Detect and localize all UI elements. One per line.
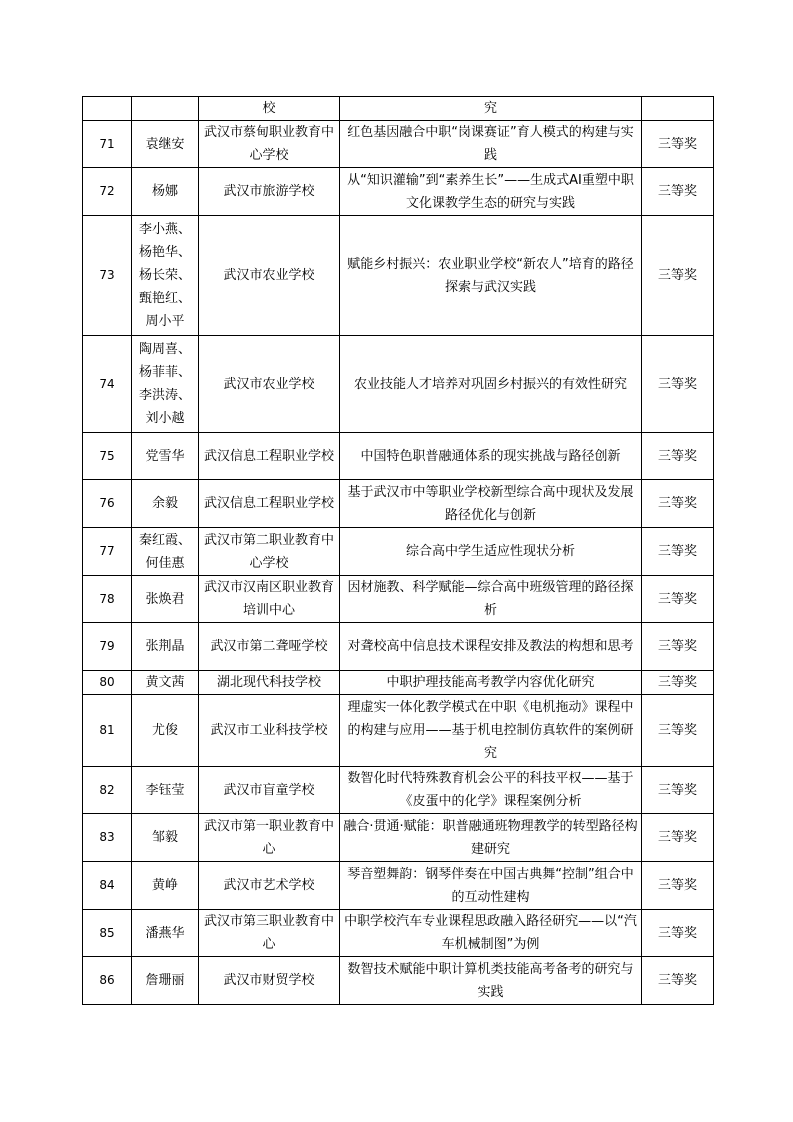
table-row bbox=[83, 957, 714, 1005]
cell-no: 73 bbox=[83, 216, 132, 336]
cell-award: 三等奖 bbox=[642, 336, 714, 433]
table-row bbox=[83, 671, 714, 695]
cell-title: 数智技术赋能中职计算机类技能高考备考的研究与实践 bbox=[340, 957, 642, 1005]
cell-school: 武汉市农业学校 bbox=[199, 216, 340, 336]
cell-title: 农业技能人才培养对巩固乡村振兴的有效性研究 bbox=[340, 336, 642, 433]
cell-school: 武汉信息工程职业学校 bbox=[199, 480, 340, 528]
cell-no: 71 bbox=[83, 121, 132, 168]
cell-no: 77 bbox=[83, 528, 132, 576]
cell-no: 82 bbox=[83, 767, 132, 814]
cell-award: 三等奖 bbox=[642, 671, 714, 695]
cell-school: 武汉市第一职业教育中心 bbox=[199, 814, 340, 862]
cell-title: 中职学校汽车专业课程思政融入路径研究——以“汽车机械制图”为例 bbox=[340, 910, 642, 957]
table-row bbox=[83, 336, 714, 433]
cell-award: 三等奖 bbox=[642, 695, 714, 767]
cell-title: 中职护理技能高考教学内容优化研究 bbox=[340, 671, 642, 695]
cell-school: 武汉市第三职业教育中心 bbox=[199, 910, 340, 957]
cell-title: 数智化时代特殊教育机会公平的科技平权——基于《皮蛋中的化学》课程案例分析 bbox=[340, 767, 642, 814]
cell-award: 三等奖 bbox=[642, 910, 714, 957]
cell-award: 三等奖 bbox=[642, 168, 714, 216]
cell-name: 李钰莹 bbox=[132, 767, 199, 814]
cell-title: 综合高中学生适应性现状分析 bbox=[340, 528, 642, 576]
table-header-row bbox=[83, 97, 714, 121]
cell-award: 三等奖 bbox=[642, 957, 714, 1005]
table-row bbox=[83, 216, 714, 336]
cell-award: 三等奖 bbox=[642, 216, 714, 336]
cell-no: 72 bbox=[83, 168, 132, 216]
cell-title: 中国特色职普融通体系的现实挑战与路径创新 bbox=[340, 433, 642, 480]
cell-award: 三等奖 bbox=[642, 576, 714, 623]
cell-school: 武汉市艺术学校 bbox=[199, 862, 340, 910]
table-row bbox=[83, 480, 714, 528]
cell-school: 武汉市蔡甸职业教育中心学校 bbox=[199, 121, 340, 168]
cell-name: 潘燕华 bbox=[132, 910, 199, 957]
cell-award: 三等奖 bbox=[642, 814, 714, 862]
cell-no: 80 bbox=[83, 671, 132, 695]
cell-school: 武汉市工业科技学校 bbox=[199, 695, 340, 767]
cell-name: 张荆晶 bbox=[132, 623, 199, 671]
table-row bbox=[83, 168, 714, 216]
header-cell-title: 究 bbox=[340, 97, 642, 121]
table-row bbox=[83, 814, 714, 862]
cell-name: 余毅 bbox=[132, 480, 199, 528]
cell-no: 81 bbox=[83, 695, 132, 767]
cell-title: 因材施教、科学赋能—综合高中班级管理的路径探析 bbox=[340, 576, 642, 623]
cell-title: 对聋校高中信息技术课程安排及教法的构想和思考 bbox=[340, 623, 642, 671]
cell-school: 武汉市农业学校 bbox=[199, 336, 340, 433]
header-cell-award bbox=[642, 97, 714, 121]
table-row bbox=[83, 576, 714, 623]
cell-school: 武汉市盲童学校 bbox=[199, 767, 340, 814]
cell-no: 83 bbox=[83, 814, 132, 862]
cell-name: 邹毅 bbox=[132, 814, 199, 862]
cell-school: 武汉市财贸学校 bbox=[199, 957, 340, 1005]
cell-title: 琴音塑舞韵：钢琴伴奏在中国古典舞“控制”组合中的互动性建构 bbox=[340, 862, 642, 910]
table-row bbox=[83, 862, 714, 910]
cell-award: 三等奖 bbox=[642, 528, 714, 576]
table-row bbox=[83, 433, 714, 480]
cell-name: 尤俊 bbox=[132, 695, 199, 767]
cell-title: 赋能乡村振兴：农业职业学校“新农人”培育的路径探索与武汉实践 bbox=[340, 216, 642, 336]
cell-no: 85 bbox=[83, 910, 132, 957]
cell-no: 75 bbox=[83, 433, 132, 480]
table-row bbox=[83, 910, 714, 957]
cell-school: 武汉市汉南区职业教育培训中心 bbox=[199, 576, 340, 623]
cell-name: 陶周喜、 杨菲菲、 李洪涛、 刘小越 bbox=[132, 336, 199, 433]
cell-school: 武汉市第二聋哑学校 bbox=[199, 623, 340, 671]
cell-name: 党雪华 bbox=[132, 433, 199, 480]
awards-table bbox=[82, 96, 714, 1005]
cell-title: 基于武汉市中等职业学校新型综合高中现状及发展路径优化与创新 bbox=[340, 480, 642, 528]
cell-name: 秦红霞、 何佳惠 bbox=[132, 528, 199, 576]
cell-name: 袁继安 bbox=[132, 121, 199, 168]
cell-no: 78 bbox=[83, 576, 132, 623]
table-row bbox=[83, 623, 714, 671]
cell-title: 红色基因融合中职“岗课赛证”育人模式的构建与实践 bbox=[340, 121, 642, 168]
cell-no: 84 bbox=[83, 862, 132, 910]
cell-name: 李小燕、 杨艳华、 杨长荣、 甄艳红、 周小平 bbox=[132, 216, 199, 336]
cell-award: 三等奖 bbox=[642, 862, 714, 910]
table-row bbox=[83, 528, 714, 576]
cell-name: 詹珊丽 bbox=[132, 957, 199, 1005]
cell-award: 三等奖 bbox=[642, 433, 714, 480]
cell-school: 武汉信息工程职业学校 bbox=[199, 433, 340, 480]
cell-award: 三等奖 bbox=[642, 121, 714, 168]
cell-name: 杨娜 bbox=[132, 168, 199, 216]
header-cell-name bbox=[132, 97, 199, 121]
cell-award: 三等奖 bbox=[642, 480, 714, 528]
cell-no: 79 bbox=[83, 623, 132, 671]
table-row bbox=[83, 695, 714, 767]
cell-title: 理虚实一体化教学模式在中职《电机拖动》课程中的构建与应用——基于机电控制仿真软件的案例研究 bbox=[340, 695, 642, 767]
table-row bbox=[83, 767, 714, 814]
table-row bbox=[83, 121, 714, 168]
awards-table-body bbox=[83, 97, 714, 1005]
cell-award: 三等奖 bbox=[642, 623, 714, 671]
cell-award: 三等奖 bbox=[642, 767, 714, 814]
cell-title: 从“知识灌输”到“素养生长”——生成式AI重塑中职文化课教学生态的研究与实践 bbox=[340, 168, 642, 216]
cell-title: 融合·贯通·赋能：职普融通班物理教学的转型路径构建研究 bbox=[340, 814, 642, 862]
cell-no: 76 bbox=[83, 480, 132, 528]
cell-name: 黄文茜 bbox=[132, 671, 199, 695]
cell-school: 湖北现代科技学校 bbox=[199, 671, 340, 695]
cell-no: 86 bbox=[83, 957, 132, 1005]
header-cell-school: 校 bbox=[199, 97, 340, 121]
cell-school: 武汉市旅游学校 bbox=[199, 168, 340, 216]
cell-name: 黄峥 bbox=[132, 862, 199, 910]
header-cell-no bbox=[83, 97, 132, 121]
cell-name: 张焕君 bbox=[132, 576, 199, 623]
cell-no: 74 bbox=[83, 336, 132, 433]
cell-school: 武汉市第二职业教育中心学校 bbox=[199, 528, 340, 576]
